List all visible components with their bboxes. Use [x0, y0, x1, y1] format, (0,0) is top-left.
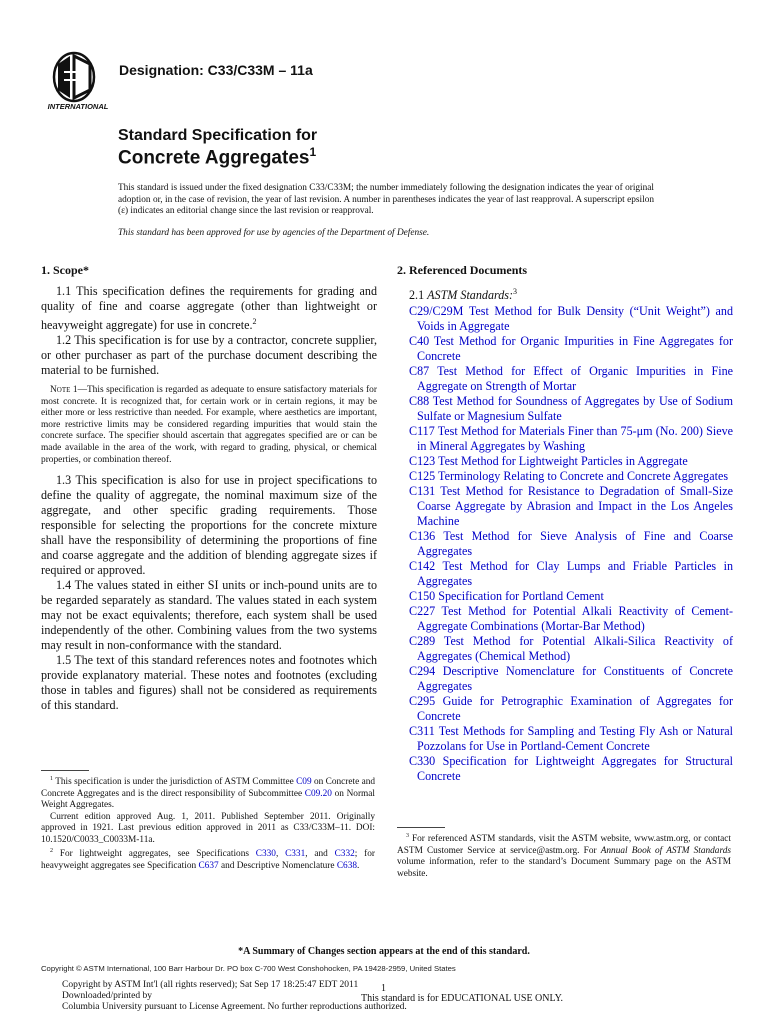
reference-title[interactable]: Specification for Lightweight Aggregates for Structural Concrete — [417, 754, 733, 784]
reference-item — [397, 304, 733, 334]
fn3-italic: Annual Book of ASTM Standards — [600, 845, 731, 856]
reference-item — [397, 469, 733, 484]
link-c331[interactable]: C331 — [285, 849, 306, 860]
para-1-1-text: 1.1 This specification defines the requirements for grading and quality of fine and coarse aggregate (other than lightweight or heavyweight aggregate) for use in concrete. — [41, 284, 377, 333]
fn2-text-d: . — [357, 860, 360, 871]
reference-item — [397, 634, 733, 664]
title-footnote-ref[interactable]: 1 — [309, 145, 317, 159]
logo-wordmark: INTERNATIONAL — [47, 102, 109, 110]
reference-item — [397, 424, 733, 454]
reference-item — [397, 694, 733, 724]
left-column — [41, 263, 377, 713]
summary-of-changes-note: *A Summary of Changes section appears at the end of this standard. — [238, 946, 530, 957]
fn2-text-c: and Descriptive Nomenclature — [218, 860, 337, 871]
para-1-4: 1.4 The values stated in either SI units or inch-pound units are to be regarded separately as standard. The values stated in each system may not be exact equivalents; therefore, each system shall be used independently of the other. Combining values from the two systems may result in non-conformance with the standard. — [41, 578, 377, 653]
reference-code-link[interactable]: C330 — [409, 754, 436, 769]
link-c332[interactable]: C332 — [334, 849, 355, 860]
link-c09[interactable]: C09 — [296, 777, 312, 788]
download-line-2: Downloaded/printed by — [62, 991, 152, 1001]
reference-code-link[interactable]: C40 — [409, 334, 430, 349]
reference-code-link[interactable]: C29/C29M — [409, 304, 464, 319]
reference-item — [397, 754, 733, 784]
reference-title[interactable]: Test Method for Lightweight Particles in Aggregate — [438, 454, 688, 469]
footnotes-left — [41, 770, 375, 872]
link-c09-20[interactable]: C09.20 — [304, 788, 332, 799]
issuance-notice: This standard is issued under the fixed designation C33/C33M; the number immediately following the designation indicates the year of original adoption or, in the case of revision, the year of last revision. A number in parentheses indicates the year of last reapproval. A superscript epsilon (ε) indicates an editorial change since the last revision or reapproval. — [118, 183, 654, 217]
section-scope-heading: 1. Scope* — [41, 263, 89, 277]
dod-approval-note: This standard has been approved for use by agencies of the Department of Defense. — [118, 228, 430, 238]
reference-title[interactable]: Test Method for Effect of Organic Impurities in Fine Aggregate on Strength of Mortar — [417, 364, 733, 394]
reference-item — [397, 484, 733, 529]
para-1-5: 1.5 The text of this standard references notes and footnotes which provide explanatory material. These notes and footnotes (excluding those in tables and figures) shall not be considered as requirements of this standard. — [41, 653, 377, 713]
section-refdocs-heading: 2. Referenced Documents — [397, 263, 528, 277]
reference-title[interactable]: Test Method for Bulk Density (“Unit Weight”) and Voids in Aggregate — [417, 304, 734, 334]
footnote-2: $^2$ For lightweight aggregates, see Specifications C330, C331, and C332; for heavyweight aggregates see Specification C637 and Descriptive Nomenclature C638. — [41, 848, 376, 871]
reference-item — [397, 454, 733, 469]
designation: Designation: C33/C33M – 11a — [119, 62, 313, 78]
fn1-text-b: on Concrete and Concrete Aggregates and is the direct responsibility of Subcommittee — [41, 777, 376, 799]
reference-item — [397, 559, 733, 589]
reference-code-link[interactable]: C136 — [409, 529, 436, 544]
reference-title[interactable]: Test Method for Soundness of Aggregates by Use of Sodium Sulfate or Magnesium Sulfate — [417, 394, 733, 424]
astm-logo — [44, 50, 112, 110]
note-label: Note — [50, 385, 71, 396]
footnote-1-edition: Current edition approved Aug. 1, 2011. Published September 2011. Originally approved in 1921. Last previous edition approved in 2011 as C33/C33M–11. DOI: 10.1520/C0033_C0033M-11a. — [41, 811, 375, 845]
reference-title[interactable]: Test Method for Potential Alkali Reactivity of Cement-Aggregate Combinations (Mortar-Bar Method) — [417, 604, 733, 634]
reference-title[interactable]: Test Method for Clay Lumps and Friable Particles in Aggregates — [417, 559, 734, 589]
reference-item — [397, 529, 733, 559]
para-1-1 — [41, 284, 377, 333]
reference-item — [397, 664, 733, 694]
title-main: Concrete Aggregates — [118, 147, 310, 169]
footnote-divider-right — [397, 827, 445, 828]
educational-use-notice: This standard is for EDUCATIONAL USE ONLY. — [361, 993, 564, 1004]
reference-code-link[interactable]: C289 — [409, 634, 436, 649]
fn3-sup: 3 — [406, 833, 409, 839]
reference-title[interactable]: Test Method for Organic Impurities in Fine Aggregates for Concrete — [417, 334, 733, 364]
reference-code-link[interactable]: C295 — [409, 694, 436, 709]
copyright-line: Copyright © ASTM International, 100 Barr Harbour Dr. PO box C-700 West Conshohocken, PA 19428-2959, United States — [41, 964, 456, 973]
title-line-2 — [118, 145, 316, 169]
fn1-text-c: on Normal Weight Aggregates. — [41, 788, 375, 811]
footnote-1: $^1$ This specification is under the jurisdiction of ASTM Committee C09 on Concrete and Concrete Aggregates and is the direct responsibility of Subcommittee C09.20 on Normal Weight Aggregates. — [41, 776, 376, 811]
reference-code-link[interactable]: C87 — [409, 364, 430, 379]
reference-item — [397, 589, 733, 604]
download-line-3: Columbia University pursuant to License Agreement. No further reproductions authorized. — [62, 1002, 407, 1012]
reference-code-link[interactable]: C142 — [409, 559, 436, 574]
reference-title[interactable]: Descriptive Nomenclature for Constituents of Concrete Aggregates — [417, 664, 733, 694]
para-1-2: 1.2 This specification is for use by a contractor, concrete supplier, or other purchaser as part of the purchase document describing the material to be furnished. — [41, 333, 377, 378]
reference-title[interactable]: Test Method for Potential Alkali-Silica Reactivity of Aggregates (Chemical Method) — [417, 634, 733, 664]
reference-code-link[interactable]: C88 — [409, 394, 430, 409]
reference-item — [397, 364, 733, 394]
reference-title[interactable]: Test Method for Resistance to Degradation of Small-Size Coarse Aggregate by Abrasion and Impact in the Los Angeles Machine — [417, 484, 734, 529]
reference-list — [397, 304, 733, 784]
reference-title[interactable]: Specification for Portland Cement — [438, 589, 604, 604]
reference-item — [397, 724, 733, 754]
title-line-1: Standard Specification for — [118, 127, 318, 144]
reference-item — [397, 334, 733, 364]
reference-title[interactable]: Test Method for Sieve Analysis of Fine and Coarse Aggregates — [417, 529, 733, 559]
reference-code-link[interactable]: C131 — [409, 484, 436, 499]
download-line-1: Copyright by ASTM Int'l (all rights reserved); Sat Sep 17 18:25:47 EDT 2011 — [62, 980, 359, 990]
astm-standards-subheading — [397, 284, 733, 303]
reference-item — [397, 604, 733, 634]
link-c637[interactable]: C637 — [198, 860, 219, 871]
footnote-2-ref[interactable]: 2 — [252, 317, 257, 326]
reference-title[interactable]: Test Methods for Sampling and Testing Fly Ash or Natural Pozzolans for Use in Portland-Cement Concrete — [417, 724, 733, 754]
note-text: 1—This specification is regarded as adequate to ensure satisfactory materials for most concrete. It is recognized that, for certain work or in certain regions, it may be either more or less restrictive than needed. For example, where aesthetics are important, more restrictive limits may be considered regarding impurities that would stain the concrete surface. The specifier should ascertain that aggregates specified are or can be made available in the area of the work, with regard to grading, physical, or chemical properties, or combination thereof. — [41, 385, 377, 465]
footnote-3-ref[interactable]: 3 — [513, 287, 518, 296]
reference-item — [397, 394, 733, 424]
page-number: 1 — [381, 983, 386, 994]
reference-title[interactable]: Guide for Petrographic Examination of Aggregates for Concrete — [417, 694, 733, 724]
reference-code-link[interactable]: C117 — [409, 424, 435, 439]
footnote-3 — [397, 831, 731, 880]
fn1-text-a: This specification is under the jurisdiction of ASTM Committee — [55, 777, 297, 788]
fn3-text-b: volume information, refer to the standard’s Document Summary page on the ASTM website. — [397, 857, 731, 879]
reference-code-link[interactable]: C125 — [409, 469, 436, 484]
reference-title[interactable]: Test Method for Materials Finer than 75-μm (No. 200) Sieve in Mineral Aggregates by Washing — [417, 424, 733, 454]
para-1-3: 1.3 This specification is also for use in project specifications to define the quality of aggregate, the nominal maximum size of the aggregate, and other specific grading requirements. Those responsible for selecting the proportions for the concrete mixture shall have the responsibility of determining the proportions of fine and coarse aggregate and the addition of blending aggregate sizes if required or approved. — [41, 473, 377, 578]
link-c330[interactable]: C330 — [255, 849, 276, 860]
reference-code-link[interactable]: C150 — [409, 589, 436, 604]
right-column — [397, 263, 733, 784]
footnotes-right — [397, 827, 731, 880]
reference-title[interactable]: Terminology Relating to Concrete and Concrete Aggregates — [438, 469, 729, 484]
reference-code-link[interactable]: C123 — [409, 454, 436, 469]
fn2-text-a: For lightweight aggregates, see Specifications — [59, 849, 256, 860]
reference-code-link[interactable]: C294 — [409, 664, 436, 679]
footnote-divider — [41, 770, 89, 771]
fn2-text-b: ; for heavyweight aggregates see Specification — [41, 849, 376, 871]
astm-standards-label: 2.1 ASTM Standards: — [409, 288, 514, 303]
link-c638[interactable]: C638 — [336, 860, 358, 871]
fn3-text-a: For referenced ASTM standards, visit the ASTM website, www.astm.org, or contact ASTM Customer Service at service@astm.org. For — [397, 834, 731, 856]
reference-code-link[interactable]: C311 — [409, 724, 435, 739]
reference-code-link[interactable]: C227 — [409, 604, 436, 619]
note-1 — [41, 385, 377, 466]
